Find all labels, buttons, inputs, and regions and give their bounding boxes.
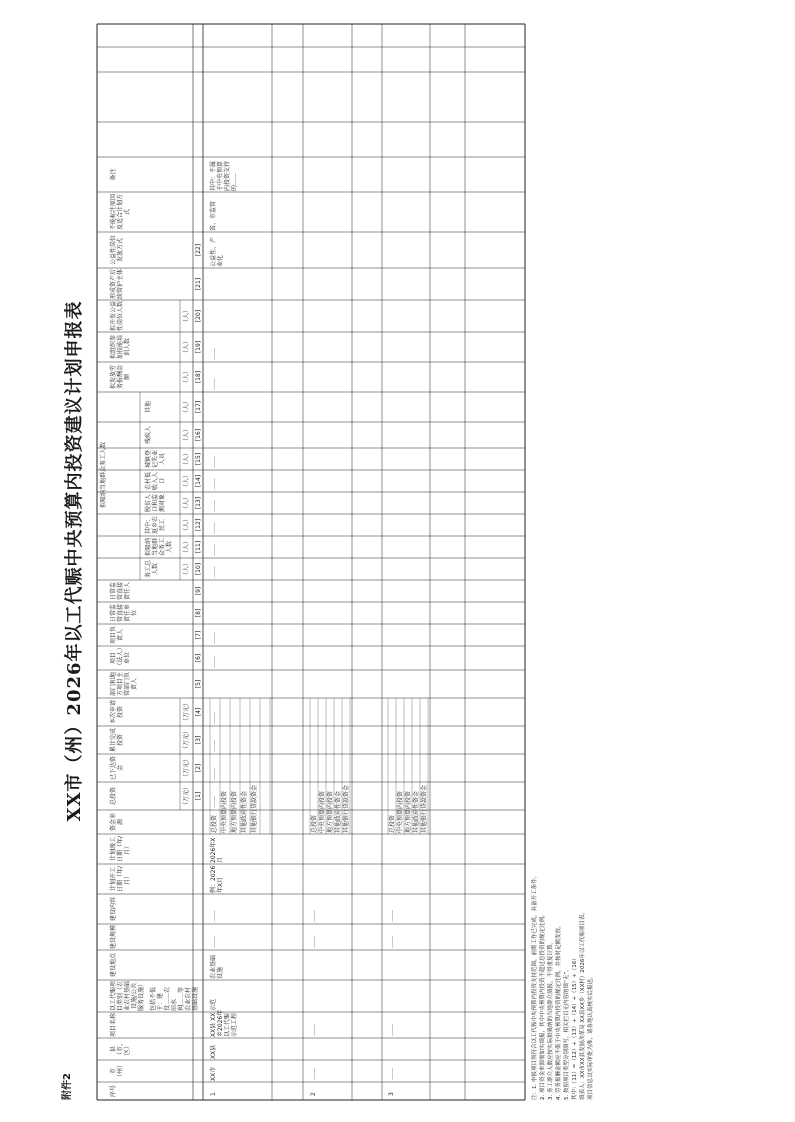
column-number: [7] [195,630,202,640]
row-end-date: 2026年X月 [210,837,224,863]
footnote-line: 其中：（11）=（12）+（13）+（14）+（15）+（16） [572,955,578,1100]
fund-item: 地方预算内投资 [327,790,334,833]
header-this-request: 本次申请投资 [110,700,124,725]
row-seq: 1 [210,1092,217,1096]
header-start-date: 计划开工日期（年/月） [110,865,131,893]
unit-label: （人） [183,368,190,387]
footnote-line: 注：1. 申报项目须符合以工代赈中央预算内投资支持范围，前期工作已完成，具备开工条件。 [532,873,538,1100]
placeholder-dots: …… [210,500,217,512]
unit-label: （人） [183,450,190,469]
placeholder-dots: …… [210,632,217,644]
unit-label: （人） [183,307,190,326]
header-poverty-pop: 脱贫人口和监测对象 [145,494,166,513]
unit-label: （万元） [183,756,190,781]
unit-label: （人） [183,494,190,513]
header-low-income: 农村低收入人口 [145,472,166,491]
unit-label: （万元） [183,784,190,809]
header-total-investment: 总投资 [110,787,117,806]
column-number: [2] [195,763,202,773]
fund-item: 其他银行贷款资金 [343,784,350,833]
column-number: [1] [195,791,202,801]
unit-label: （人） [183,472,190,491]
fund-item: 中央预算内投资 [221,790,228,833]
header-fund-source: 资金来源 [110,813,124,832]
header-labor-pay: 拟发放劳务报酬金额 [110,365,131,390]
column-number: [4] [195,707,202,717]
placeholder-dots: …… [210,456,217,468]
column-number: [10] [195,562,202,576]
placeholder-dots: …… [210,910,217,922]
remark-note: 其中：不属于中央预算内投资支持的…… [210,160,238,191]
footnote-line: 项目信息以实际审批为准，请各地认真核实后报送。 [588,973,594,1100]
unit-label: （万元） [183,700,190,725]
placeholder-dots: …… [210,656,217,668]
header-asset-form: 形成资产后续管护主体 [110,268,124,299]
placeholder-dots: …… [210,712,217,724]
header-county: 县（市、区） [110,1040,131,1059]
header-category: 以工代赈项目类别（农业农村基础设施/公共服务设施） [110,980,145,1011]
column-number: [20] [195,309,202,323]
placeholder-dots: …… [210,796,217,808]
unit-label: （人） [183,560,190,579]
header-skill-training: 拟组织参加技能培训人数 [110,335,131,360]
column-number: [21] [195,277,202,291]
placeholder-dots: …… [210,522,217,534]
placeholder-dots: …… [210,348,217,360]
column-number: [17] [195,400,202,414]
footnote-line: 2. 项目资金来源需如实填报，其中中央预算内投资不超过总投资的规定比例。 [540,911,546,1100]
attachment-label: 附件2 [62,1073,73,1100]
row-city: XX市 [210,1066,217,1081]
fund-item: 地方预算内投资 [231,790,238,833]
header-cumulative: 累计完成投资 [110,728,124,753]
footnote-line: 4. 劳务报酬金额应不低于中央预算内投资的规定比例，并按时足额发放。 [556,922,562,1100]
fund-item: 其他银行贷款资金 [421,784,428,833]
placeholder-dots: …… [210,740,217,752]
column-number: [5] [195,679,202,689]
header-other: 其他 [145,401,152,414]
column-number: [13] [195,496,202,510]
header-allocated: 已下达资金 [110,756,124,781]
row-type: 农业基础设施 [210,954,224,979]
fund-item: 中央预算内投资 [397,790,404,833]
placeholder-dots: …… [388,936,395,948]
column-number: [18] [195,370,202,384]
header-group-span: 拟吸纳当地群众务工人数 [100,442,107,509]
unit-label: （人） [183,338,190,357]
column-number: [12] [195,518,202,532]
header-excess-reason: 不能标注原因及适合计划方式 [110,194,131,231]
footnote-line: 填表人：XX市XX县发展改革局 XX县XX乡（XX村）2026年以工代赈项目表。 [580,909,586,1100]
placeholder-dots: …… [310,936,317,948]
footnote-line: 3. 务工群众人数应按实际拟吸纳的当地群众填报，不得重复计算。 [548,939,554,1100]
placeholder-dots: …… [310,1024,317,1036]
header-daily-manager: 日常监管直接责任单位 [110,604,138,623]
header-end-date: 计划竣工日期（年/月） [110,835,131,863]
header-skills-jobs: 拟开发公益性岗位人数 [110,300,124,331]
footnote-line: 5. 按照项目类型分别填写，相关栏目无内容的填“无”。 [564,966,570,1100]
header-total-workers: 务工总人数 [145,560,159,579]
row-project-name: XX县 XX乡2026年以工代赈示范工程 [210,1009,238,1037]
row-seq: 2 [310,1092,317,1096]
placeholder-dots: …… [210,544,217,556]
placeholder-dots: …… [210,378,217,390]
placeholder-dots: …… [388,910,395,922]
unit-label: （人） [183,426,190,445]
benefit-note: 省、市监管 [210,200,217,231]
header-disabled: 残疾人 [145,426,152,445]
fund-item: 其他政府性资金 [335,790,342,833]
header-dept-manager: 部门和地方项目主管部门负责人 [110,672,138,697]
unit-label: （人） [183,398,190,417]
column-number: [22] [195,243,202,257]
unit-label: （人） [183,516,190,535]
header-city: 市（州） [110,1062,124,1081]
row-category: 示范 [210,998,217,1011]
header-urban-unemployed: 城镇登记失业人员 [145,450,166,469]
fund-item: 地方预算内投资 [405,790,412,833]
fund-item: 其他政府性资金 [413,790,420,833]
fund-item: 总投资 [389,814,396,833]
column-number: [16] [195,428,202,442]
column-number: [6] [195,653,202,663]
placeholder-dots: …… [210,936,217,948]
row-county: XX县 [210,1044,217,1059]
header-group-local: 拟吸纳当地群众务工人数 [145,538,173,557]
placeholder-dots: …… [210,768,217,780]
header-migrant-returnees: 其中：返乡农民工 [145,516,166,535]
column-number: [14] [195,474,202,488]
fund-item: 其他政府性资金 [241,790,248,833]
column-number: [15] [195,452,202,466]
placeholder-dots: …… [388,1024,395,1036]
unit-label: （人） [183,538,190,557]
header-construction-scale: 建设规模 [110,924,117,949]
fund-item: 总投资 [311,814,318,833]
column-number: [9] [195,586,202,596]
placeholder-dots: …… [210,566,217,578]
header-seq: 序号 [110,1085,117,1098]
header-project-unit: 项目（法人）单位 [110,647,131,669]
column-number: [19] [195,340,202,354]
header-construction-content: 建设内容 [110,897,117,922]
placeholder-dots: …… [210,478,217,490]
row-start-date: 例：2026年X月 [210,865,224,893]
header-project-leader: 项目负责人 [110,626,124,645]
column-number: [8] [195,608,202,618]
header-daily-leader: 日常监管直接责任人 [110,582,131,601]
fund-item: 总投资 [211,814,218,833]
row-seq: 3 [388,1092,395,1096]
column-number: [3] [195,735,202,745]
header-remark: 备注 [110,168,117,181]
category-note: 包括不低于：建设……农田水利……等农业农村基础设施 [150,986,199,1011]
column-number: [11] [195,540,202,554]
fund-item: 其他银行贷款资金 [251,784,258,833]
header-construction-site: 建设地点 [110,953,117,978]
placeholder-dots: …… [388,1068,395,1080]
benefit-note: 公益性、产业化 [210,236,224,267]
placeholder-dots: …… [310,910,317,922]
header-project-name: 项目名称 [110,1012,117,1037]
fund-item: 中央预算内投资 [319,790,326,833]
unit-label: （万元） [183,728,190,753]
form-title: XX市（州）2026年以工代赈中央预算内投资建议计划申报表 [64,300,85,822]
header-public-welfare: 公益性岗位发放方式 [110,235,124,266]
placeholder-dots: …… [310,1068,317,1080]
